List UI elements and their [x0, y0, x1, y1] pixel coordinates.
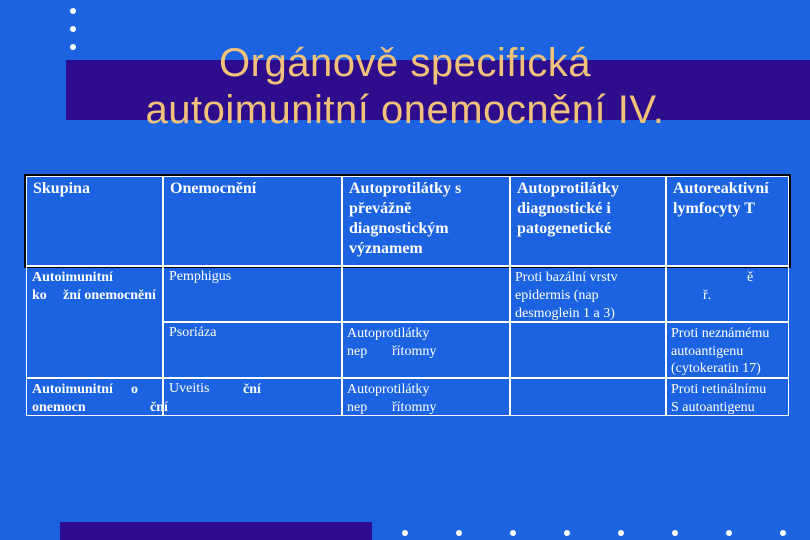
lymph-row1-line-1: ě [747, 270, 754, 285]
diag-row2-line-1: Autoprotilátky [347, 326, 430, 341]
pathogenic-row1-line-2: epidermis (nap [515, 288, 599, 303]
decor-dot [456, 530, 462, 536]
decor-dot [510, 530, 516, 536]
cell-diag-row1 [342, 266, 510, 322]
header-diagnostic-antibodies: Autoprotilátky s převážně diagnostickým významem [342, 176, 510, 266]
decor-dot [402, 530, 408, 536]
decor-dot [70, 8, 76, 14]
header-pathogenic-antibodies: Autoprotilátky diagnostické i patogenetické [510, 176, 666, 266]
disease-uveitis: Uveitis [169, 381, 210, 396]
group-eye-text-1: Autoimunitní [32, 382, 113, 397]
bottom-band [60, 522, 372, 540]
lymph-row2-line-3: (cytokeratin 17) [671, 361, 761, 376]
decor-dot [70, 26, 76, 32]
lymph-row2-line-2: autoantigenu [671, 344, 744, 359]
lymph-row3-line-2: S autoantigenu [671, 400, 755, 415]
disease-psoriaza: Psoriáza [169, 325, 217, 340]
lymph-row2-line-1: Proti neznámému [671, 326, 770, 341]
pathogenic-row1-line-3: desmoglein 1 a 3) [515, 306, 615, 321]
diag-row3-line-2a: nep [347, 400, 368, 415]
decor-dot [618, 530, 624, 536]
slide-title-line-2: autoimunitní onemocnění IV. [145, 88, 665, 132]
cell-pathogenic-row3 [510, 378, 666, 416]
header-onemocneni: Onemocnění [163, 176, 342, 266]
decor-dot [672, 530, 678, 536]
header-t-lymphocytes: Autoreaktivní lymfocyty T [666, 176, 789, 266]
disease-pemphigus: Pemphigus [169, 269, 232, 284]
lymph-row1-line-2: ř. [703, 288, 712, 303]
group-eye-text-2: o [131, 382, 138, 397]
lymph-row3-line-1: Proti retinálnímu [671, 382, 767, 397]
disease-uveitis-suffix: ční [243, 382, 261, 397]
group-skin-text-1: Autoimunitní [32, 270, 113, 285]
cell-lymph-row1 [666, 266, 789, 322]
decor-dot [780, 530, 786, 536]
diag-row3-line-1: Autoprotilátky [347, 382, 430, 397]
decor-dot [564, 530, 570, 536]
diag-row2-line-2b: řítomny [392, 344, 437, 359]
group-skin-text-3: žní onemocnění [63, 288, 156, 303]
group-eye-text-4: ční [150, 400, 168, 415]
diag-row2-line-2a: nep [347, 344, 368, 359]
slide-title [0, 40, 810, 134]
diag-row3-line-2b: řítomny [392, 400, 437, 415]
pathogenic-row1-line-1: Proti bazální vrstv [515, 270, 618, 285]
cell-pathogenic-row2 [510, 322, 666, 378]
group-skin-text-2: ko [32, 288, 47, 303]
header-skupina: Skupina [26, 176, 163, 266]
decor-dot [726, 530, 732, 536]
group-eye-text-3: onemocn [32, 400, 86, 415]
slide-title-line-1: Orgánově specifická [219, 41, 591, 85]
